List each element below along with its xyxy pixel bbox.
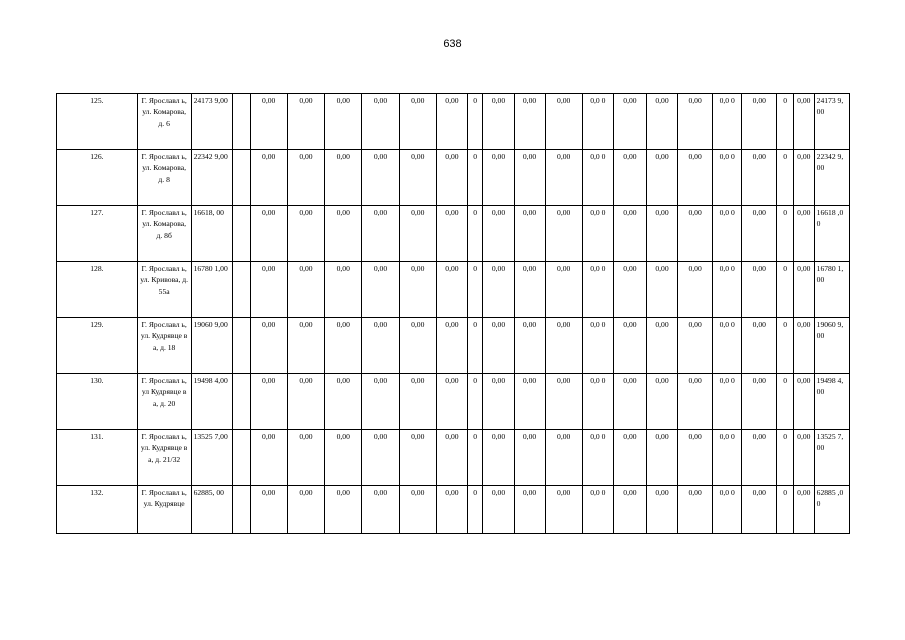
- value-cell: 0,00: [483, 374, 514, 430]
- value-cell: 0,0 0: [713, 262, 742, 318]
- value-cell: 0,00: [742, 262, 777, 318]
- amount-cell: 16780 1,00: [191, 262, 232, 318]
- amount-cell: 22342 9,00: [191, 150, 232, 206]
- value-cell: 0,00: [613, 374, 646, 430]
- value-cell: 0,00: [287, 486, 324, 534]
- value-cell: 0,00: [483, 318, 514, 374]
- value-cell: 0,00: [646, 318, 677, 374]
- empty-cell: [232, 430, 250, 486]
- value-cell: 0,00: [250, 318, 287, 374]
- empty-cell: [232, 486, 250, 534]
- value-cell: 0,00: [250, 430, 287, 486]
- value-cell: 0,00: [436, 318, 467, 374]
- value-cell: 0,00: [436, 262, 467, 318]
- value-cell: 0,00: [646, 430, 677, 486]
- value-cell: 0,00: [742, 374, 777, 430]
- amount-cell: 13525 7,00: [191, 430, 232, 486]
- value-cell: 0: [467, 262, 483, 318]
- amount-cell: 19060 9,00: [191, 318, 232, 374]
- table-row: [57, 150, 850, 206]
- value-cell: 0: [777, 262, 794, 318]
- row-number-cell: 127.: [57, 206, 138, 262]
- value-cell: 0,00: [793, 486, 814, 534]
- value-cell: 0,00: [545, 150, 582, 206]
- empty-cell: [232, 206, 250, 262]
- value-cell: 0: [467, 206, 483, 262]
- value-cell: 0,0 0: [582, 262, 613, 318]
- value-cell: 0,0 0: [582, 374, 613, 430]
- empty-cell: [232, 262, 250, 318]
- value-cell: 0,00: [514, 150, 545, 206]
- value-cell: 0,00: [514, 318, 545, 374]
- value-cell: 0,0 0: [713, 94, 742, 150]
- value-cell: 0: [777, 206, 794, 262]
- value-cell: 0,00: [514, 486, 545, 534]
- value-cell: 0,00: [793, 374, 814, 430]
- amount-cell: 19498 4,00: [191, 374, 232, 430]
- value-cell: 0,00: [362, 318, 399, 374]
- value-cell: 0,00: [399, 206, 436, 262]
- value-cell: 0,00: [287, 430, 324, 486]
- value-cell: 0,00: [646, 486, 677, 534]
- amount-cell: 62885, 00: [191, 486, 232, 534]
- value-cell: 0,00: [287, 150, 324, 206]
- value-cell: 0,00: [545, 318, 582, 374]
- value-cell: 0,00: [325, 430, 362, 486]
- value-cell: 0,00: [436, 374, 467, 430]
- value-cell: 0,00: [287, 374, 324, 430]
- value-cell: 0,00: [325, 486, 362, 534]
- value-cell: 0,00: [325, 94, 362, 150]
- table-row: [57, 486, 850, 534]
- value-cell: 0,00: [325, 262, 362, 318]
- empty-cell: [232, 374, 250, 430]
- table-row: [57, 430, 850, 486]
- value-cell: 0: [777, 486, 794, 534]
- value-cell: 0,00: [250, 150, 287, 206]
- total-cell: 19498 4,00: [814, 374, 849, 430]
- value-cell: 0,00: [483, 206, 514, 262]
- value-cell: 0,00: [250, 206, 287, 262]
- value-cell: 0,00: [483, 486, 514, 534]
- value-cell: 0,00: [742, 94, 777, 150]
- value-cell: 0,00: [362, 206, 399, 262]
- address-cell: Г. Ярославл ь, ул. Комарова, д. 6: [137, 94, 191, 150]
- value-cell: 0,00: [399, 262, 436, 318]
- value-cell: 0,00: [793, 318, 814, 374]
- address-cell: Г. Ярославл ь, ул Кудрявце ва, д. 20: [137, 374, 191, 430]
- value-cell: 0,00: [646, 374, 677, 430]
- value-cell: 0,00: [514, 374, 545, 430]
- value-cell: 0,00: [678, 486, 713, 534]
- value-cell: 0,00: [613, 94, 646, 150]
- value-cell: 0,00: [678, 150, 713, 206]
- page-number: 638: [443, 38, 462, 50]
- value-cell: 0: [777, 318, 794, 374]
- value-cell: 0,00: [514, 262, 545, 318]
- row-number-cell: 126.: [57, 150, 138, 206]
- total-cell: 13525 7,00: [814, 430, 849, 486]
- value-cell: 0,00: [362, 94, 399, 150]
- row-number-cell: 128.: [57, 262, 138, 318]
- total-cell: 16618 ,00: [814, 206, 849, 262]
- value-cell: 0,00: [678, 318, 713, 374]
- value-cell: 0,00: [545, 262, 582, 318]
- total-cell: 19060 9,00: [814, 318, 849, 374]
- address-cell: Г. Ярославл ь, ул. Кудрявце ва, д. 21/32: [137, 430, 191, 486]
- value-cell: 0,00: [545, 486, 582, 534]
- value-cell: 0,00: [514, 430, 545, 486]
- value-cell: 0,00: [325, 206, 362, 262]
- value-cell: 0,00: [678, 374, 713, 430]
- value-cell: 0,00: [483, 150, 514, 206]
- address-cell: Г. Ярославл ь, ул. Комарова, д. 8: [137, 150, 191, 206]
- value-cell: 0,00: [793, 262, 814, 318]
- value-cell: 0,00: [362, 430, 399, 486]
- amount-cell: 16618, 00: [191, 206, 232, 262]
- value-cell: 0,0 0: [582, 94, 613, 150]
- value-cell: 0,0 0: [713, 318, 742, 374]
- value-cell: 0,00: [287, 206, 324, 262]
- value-cell: 0,00: [362, 486, 399, 534]
- value-cell: 0,0 0: [582, 486, 613, 534]
- value-cell: 0,00: [613, 262, 646, 318]
- value-cell: 0,00: [325, 150, 362, 206]
- value-cell: 0,0 0: [713, 206, 742, 262]
- value-cell: 0,00: [646, 262, 677, 318]
- value-cell: 0,00: [399, 318, 436, 374]
- value-cell: 0,00: [436, 206, 467, 262]
- value-cell: 0,00: [399, 486, 436, 534]
- value-cell: 0: [467, 318, 483, 374]
- value-cell: 0,00: [646, 150, 677, 206]
- value-cell: 0,00: [325, 374, 362, 430]
- empty-cell: [232, 150, 250, 206]
- value-cell: 0,00: [742, 206, 777, 262]
- row-number-cell: 130.: [57, 374, 138, 430]
- table-row: [57, 94, 850, 150]
- value-cell: 0,00: [250, 262, 287, 318]
- value-cell: 0,00: [613, 430, 646, 486]
- total-cell: 22342 9,00: [814, 150, 849, 206]
- value-cell: 0,00: [793, 150, 814, 206]
- value-cell: 0,0 0: [582, 206, 613, 262]
- empty-cell: [232, 94, 250, 150]
- total-cell: 24173 9,00: [814, 94, 849, 150]
- value-cell: 0,00: [362, 150, 399, 206]
- value-cell: 0,00: [613, 486, 646, 534]
- value-cell: 0,00: [545, 374, 582, 430]
- value-cell: 0,00: [436, 94, 467, 150]
- table-row: [57, 374, 850, 430]
- value-cell: 0,00: [325, 318, 362, 374]
- value-cell: 0,00: [678, 206, 713, 262]
- value-cell: 0,00: [287, 262, 324, 318]
- row-number-cell: 129.: [57, 318, 138, 374]
- value-cell: 0,00: [793, 206, 814, 262]
- value-cell: 0,00: [742, 486, 777, 534]
- value-cell: 0,00: [250, 94, 287, 150]
- address-cell: Г. Ярославл ь, ул. Комарова, д. 8б: [137, 206, 191, 262]
- total-cell: 16780 1,00: [814, 262, 849, 318]
- table-row: [57, 262, 850, 318]
- value-cell: 0,00: [399, 374, 436, 430]
- value-cell: 0: [467, 150, 483, 206]
- address-cell: Г. Ярославл ь, ул. Кривова, д. 55а: [137, 262, 191, 318]
- row-number-cell: 132.: [57, 486, 138, 534]
- value-cell: 0,00: [793, 430, 814, 486]
- value-cell: 0,00: [399, 430, 436, 486]
- value-cell: 0,0 0: [582, 430, 613, 486]
- value-cell: 0,00: [613, 150, 646, 206]
- value-cell: 0,00: [678, 94, 713, 150]
- value-cell: 0,0 0: [713, 150, 742, 206]
- value-cell: 0,00: [545, 94, 582, 150]
- value-cell: 0,00: [678, 430, 713, 486]
- table-row: [57, 206, 850, 262]
- value-cell: 0,00: [742, 150, 777, 206]
- value-cell: 0,00: [545, 430, 582, 486]
- value-cell: 0,00: [399, 150, 436, 206]
- value-cell: 0: [777, 150, 794, 206]
- value-cell: 0,00: [483, 430, 514, 486]
- value-cell: 0,00: [545, 206, 582, 262]
- value-cell: 0: [467, 94, 483, 150]
- address-cell: Г. Ярославл ь, ул. Кудрявце: [137, 486, 191, 534]
- value-cell: 0,00: [399, 94, 436, 150]
- value-cell: 0,00: [483, 94, 514, 150]
- value-cell: 0,00: [678, 262, 713, 318]
- value-cell: 0,00: [250, 374, 287, 430]
- value-cell: 0: [467, 486, 483, 534]
- address-cell: Г. Ярославл ь, ул. Кудрявце ва, д. 18: [137, 318, 191, 374]
- value-cell: 0,00: [436, 150, 467, 206]
- value-cell: 0,00: [646, 206, 677, 262]
- value-cell: 0: [777, 430, 794, 486]
- value-cell: 0: [467, 430, 483, 486]
- value-cell: 0,00: [613, 206, 646, 262]
- value-cell: 0: [777, 94, 794, 150]
- value-cell: 0,00: [646, 94, 677, 150]
- amount-cell: 24173 9,00: [191, 94, 232, 150]
- value-cell: 0,00: [483, 262, 514, 318]
- value-cell: 0,00: [514, 94, 545, 150]
- value-cell: 0,0 0: [582, 318, 613, 374]
- empty-cell: [232, 318, 250, 374]
- data-table: [56, 93, 850, 534]
- value-cell: 0,00: [436, 486, 467, 534]
- value-cell: 0,00: [742, 430, 777, 486]
- value-cell: 0: [777, 374, 794, 430]
- value-cell: 0,00: [287, 94, 324, 150]
- value-cell: 0,0 0: [582, 150, 613, 206]
- value-cell: 0,0 0: [713, 430, 742, 486]
- value-cell: 0,00: [742, 318, 777, 374]
- value-cell: 0,00: [613, 318, 646, 374]
- value-cell: 0,00: [250, 486, 287, 534]
- row-number-cell: 125.: [57, 94, 138, 150]
- value-cell: 0,00: [436, 430, 467, 486]
- value-cell: 0,0 0: [713, 374, 742, 430]
- total-cell: 62885 ,00: [814, 486, 849, 534]
- value-cell: 0,00: [287, 318, 324, 374]
- value-cell: 0,0 0: [713, 486, 742, 534]
- table-row: [57, 318, 850, 374]
- value-cell: 0,00: [514, 206, 545, 262]
- value-cell: 0,00: [362, 374, 399, 430]
- value-cell: 0,00: [793, 94, 814, 150]
- row-number-cell: 131.: [57, 430, 138, 486]
- value-cell: 0,00: [362, 262, 399, 318]
- value-cell: 0: [467, 374, 483, 430]
